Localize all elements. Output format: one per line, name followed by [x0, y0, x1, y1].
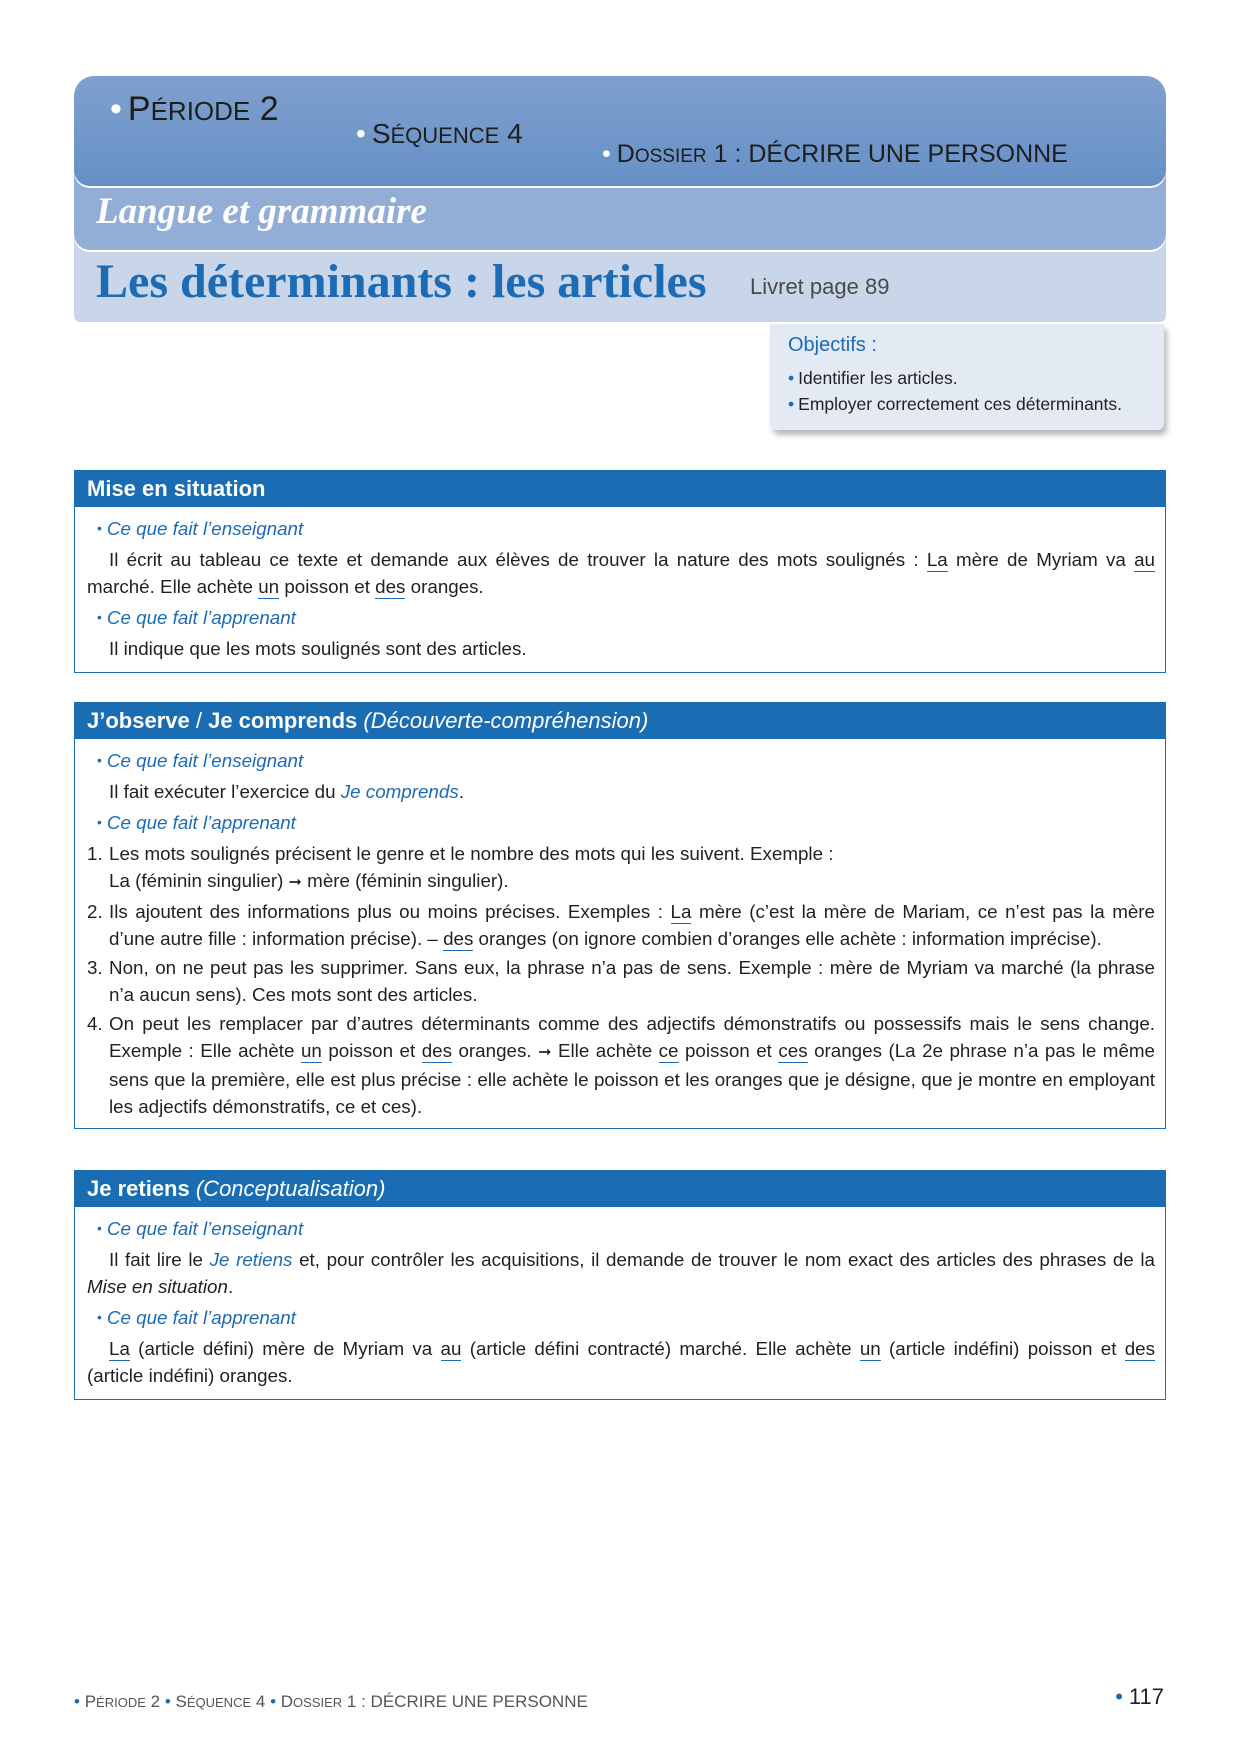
arrow-right-icon: ➞	[538, 1044, 552, 1061]
page-title: Les déterminants : les articles	[96, 255, 707, 308]
underlined-article: au	[1134, 549, 1155, 570]
bullet-icon: •	[97, 520, 102, 536]
bullet-icon: •	[788, 394, 795, 414]
section-mise-en-situation	[74, 470, 1166, 673]
list-item: 4. On peut les remplacer par d’autres déterminants comme des adjectifs démonstratifs ou possessifs mais le sens change. Exemple : Elle achète un poisson et des oranges. ➞ Elle achète ce poisson et ces oranges (La 2e phrase n’a pas le même sens que la première, elle est plus précise : elle achète le poisson et les oranges que je désigne, que je montre en employant les adjectifs démonstratifs, ce et ces).	[87, 1013, 1155, 1117]
underlined-article: au	[440, 1338, 462, 1359]
je-comprends-reference: Je comprends	[340, 781, 459, 802]
underlined-article: La	[926, 549, 948, 570]
bullet-icon: •	[97, 1309, 102, 1325]
underlined-article: un	[859, 1338, 881, 1359]
objectives-box	[770, 324, 1164, 430]
bullet-icon: •	[97, 814, 102, 830]
section-heading: Mise en situation	[75, 471, 1165, 507]
paragraph: Il fait exécuter l’exercice du Je comprends.	[109, 781, 464, 802]
underlined-article: ce	[658, 1040, 679, 1061]
underlined-article: des	[443, 928, 474, 949]
role-label-apprenant: • Ce que fait l’apprenant	[97, 812, 296, 833]
je-retiens-reference: Je retiens	[209, 1249, 293, 1270]
section-heading: Je retiens (Conceptualisation)	[75, 1171, 1165, 1207]
list-item: 1. Les mots soulignés précisent le genre et le nombre des mots qui les suivent. Exemple : La (féminin singulier) ➞ mère (féminin singulier).	[87, 843, 834, 891]
livret-reference: Livret page 89	[750, 274, 890, 299]
role-label-apprenant: • Ce que fait l’apprenant	[97, 607, 296, 628]
underlined-article: un	[258, 576, 280, 597]
section-body	[75, 739, 1165, 1128]
role-label-apprenant: • Ce que fait l’apprenant	[97, 1307, 296, 1328]
underlined-article: ces	[778, 1040, 808, 1061]
breadcrumb-periode: • PÉRIODE 2	[110, 90, 279, 128]
page-header	[74, 76, 1166, 322]
paragraph: Il indique que les mots soulignés sont des articles.	[109, 638, 527, 659]
underlined-article: des	[421, 1040, 452, 1061]
objective-item: • Employer correctement ces déterminants.	[788, 394, 1123, 414]
section-body	[75, 507, 1165, 672]
underlined-article: La	[670, 901, 692, 922]
subject-title: Langue et grammaire	[96, 191, 427, 232]
breadcrumb	[74, 76, 1166, 186]
breadcrumb-sequence: • SÉQUENCE 4	[356, 118, 523, 149]
role-label-enseignant: • Ce que fait l’enseignant	[97, 1218, 304, 1239]
page-number: • 117	[1115, 1684, 1164, 1709]
objective-item: • Identifier les articles.	[788, 368, 958, 388]
underlined-article: des	[375, 576, 406, 597]
list-item: 2. Ils ajoutent des informations plus ou moins précises. Exemples : La mère (c’est la mère de Mariam, ce n’est pas la mère d’une autre fille : information précise). – des oranges (on ignore combien d’oranges elle achète : information imprécise).	[87, 901, 1155, 949]
section-j-observe	[74, 702, 1166, 1129]
role-label-enseignant: • Ce que fait l’enseignant	[97, 750, 304, 771]
section-heading: J’observe / Je comprends (Découverte-compréhension)	[75, 703, 1165, 739]
paragraph: Il écrit au tableau ce texte et demande aux élèves de trouver la nature des mots soulignés : La mère de Myriam va au marché. Elle achète un poisson et des oranges.	[87, 549, 1155, 597]
objectives-title: Objectifs :	[788, 334, 877, 356]
underlined-article: des	[1124, 1338, 1155, 1359]
section-je-retiens	[74, 1170, 1166, 1400]
breadcrumb-dossier: • DOSSIER 1 : DÉCRIRE UNE PERSONNE	[602, 140, 1068, 168]
list-item: 3. Non, on ne peut pas les supprimer. Sans eux, la phrase n’a pas de sens. Exemple : mère de Myriam va marché (la phrase n’a aucun sens). Ces mots sont des articles.	[87, 957, 1155, 1005]
answers-list	[87, 840, 1155, 1120]
paragraph: Il fait lire le Je retiens et, pour contrôler les acquisitions, il demande de trouver le nom exact des articles des phrases de la Mise en situation.	[87, 1249, 1155, 1297]
role-label-enseignant: • Ce que fait l’enseignant	[97, 518, 304, 539]
arrow-right-icon: ➞	[288, 874, 302, 891]
bullet-icon: •	[97, 1220, 102, 1236]
section-body	[75, 1207, 1165, 1399]
underlined-article: un	[300, 1040, 322, 1061]
bullet-icon: •	[788, 368, 795, 388]
footer-breadcrumb: • PÉRIODE 2 • SÉQUENCE 4 • DOSSIER 1 : DÉCRIRE UNE PERSONNE	[74, 1692, 588, 1711]
paragraph: La (article défini) mère de Myriam va au (article défini contracté) marché. Elle achète un (article indéfini) poisson et des (article indéfini) oranges.	[87, 1338, 1155, 1386]
bullet-icon: •	[97, 752, 102, 768]
underlined-article: La	[109, 1338, 130, 1359]
bullet-icon: •	[97, 609, 102, 625]
